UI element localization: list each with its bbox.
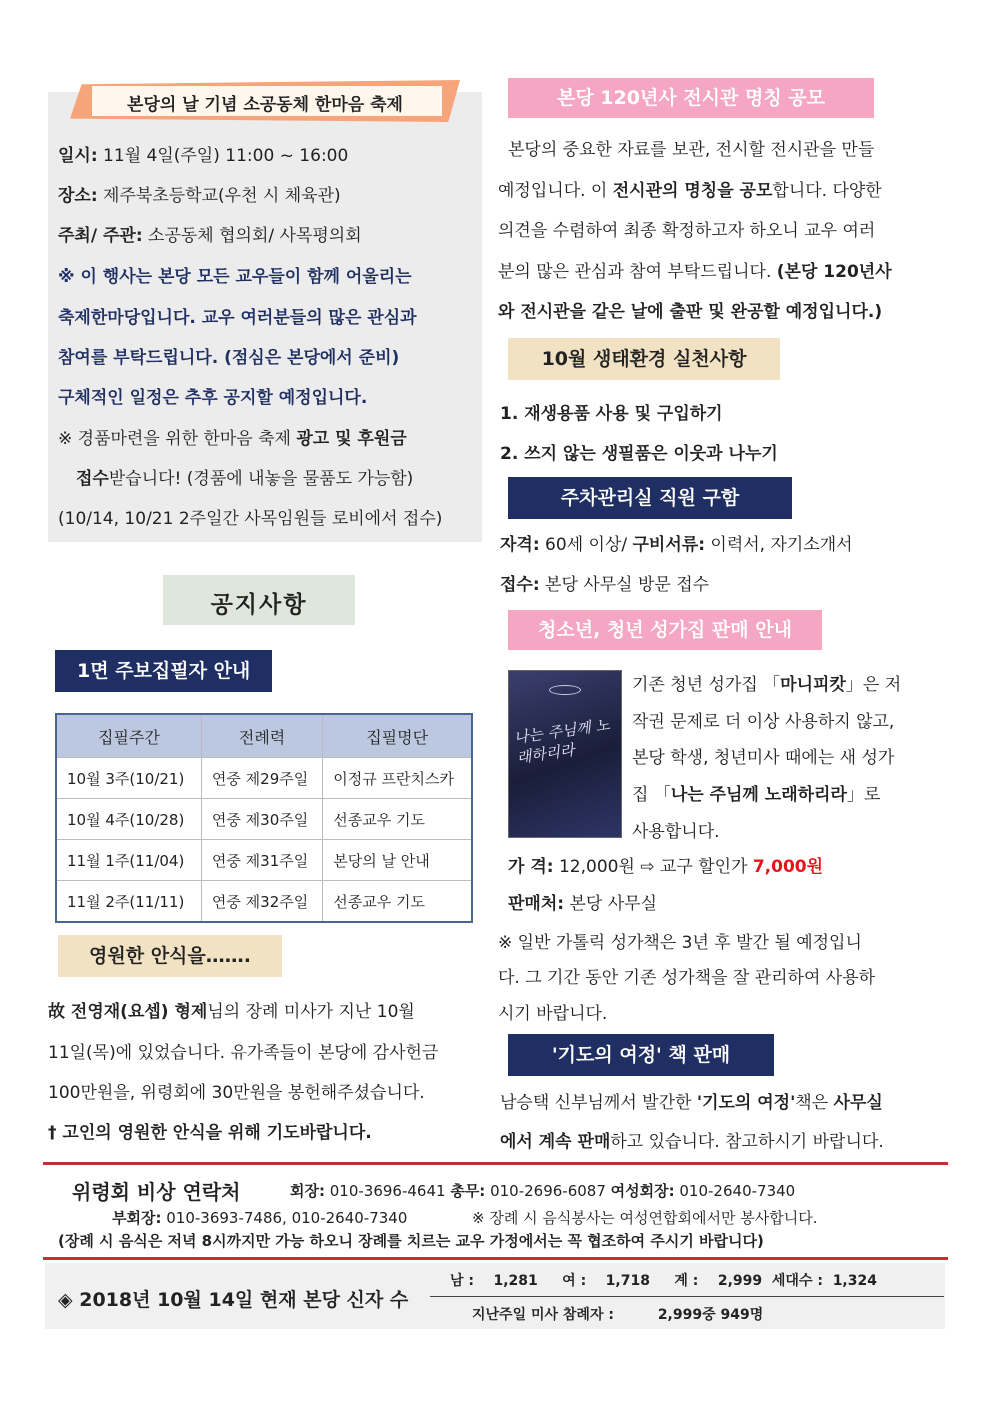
festival-ad-note2: 접수받습니다! (경품에 내놓을 물품도 가능함) <box>76 469 414 489</box>
repose-line2: 11일(목)에 있었습니다. 유가족들이 본당에 감사헌금 <box>48 1043 439 1063</box>
hymn-note-line1: ※ 일반 가톨릭 성가책은 3년 후 발간 될 예정입니 <box>498 933 862 953</box>
hymn-line1: 기존 청년 성가집 「마니피캇」은 저 <box>632 675 902 695</box>
hymn-line3: 본당 학생, 청년미사 때에는 새 성가 <box>632 748 895 768</box>
table-cell: 연중 제31주일 <box>201 840 322 881</box>
festival-note-line3: 참여를 부탁드립니다. (점심은 본당에서 준비) <box>58 348 400 368</box>
eco-item2: 2. 쓰지 않는 생필품은 이웃과 나누기 <box>500 444 778 464</box>
festival-ad-period: (10/14, 10/21 2주일간 사목임원들 로비에서 접수) <box>58 509 443 529</box>
table-cell: 연중 제32주일 <box>201 881 322 923</box>
museum-line2: 예정입니다. 이 전시관의 명칭을 공모합니다. 다양한 <box>498 181 882 201</box>
hymn-sale-price: 7,000원 <box>752 857 824 877</box>
table-cell: 선종교우 기도 <box>323 881 472 923</box>
hymn-note-line2: 다. 그 기간 동안 기존 성가책을 잘 관리하여 사용하 <box>498 968 876 988</box>
hymn-tag: 청소년, 청년 성가집 판매 안내 <box>508 610 822 650</box>
table-cell: 연중 제30주일 <box>201 799 322 840</box>
festival-note-line4: 구체적인 일정은 추후 공지할 예정입니다. <box>58 388 368 408</box>
table-header: 전례력 <box>201 714 322 758</box>
footer-rule-top <box>43 1162 948 1165</box>
contact-title: 위령회 비상 연락처 <box>72 1180 241 1204</box>
museum-line4: 분의 많은 관심과 참여 부탁드립니다. (본당 120년사 <box>498 262 892 282</box>
parking-tag: 주차관리실 직원 구함 <box>508 477 792 519</box>
eco-item1: 1. 재생용품 사용 및 구입하기 <box>500 404 723 424</box>
contact-note: (장례 시 음식은 저녁 8시까지만 가능 하오니 장례를 치르는 교우 가정에서는 꼭 협조하여 주시기 바랍니다) <box>58 1232 764 1250</box>
eco-tag: 10월 생태환경 실천사항 <box>508 338 780 380</box>
festival-date: 일시: 11월 4일(주일) 11:00 ~ 16:00 <box>58 146 349 166</box>
table-cell: 10월 4주(10/28) <box>56 799 201 840</box>
table-row <box>56 840 472 881</box>
hymn-note-line3: 시기 바랍니다. <box>498 1004 608 1024</box>
prayerbook-line1: 남승택 신부님께서 발간한 '기도의 여정'책은 사무실 <box>500 1093 883 1113</box>
table-header: 집필명단 <box>323 714 472 758</box>
hymn-line4: 집 「나는 주님께 노래하리라」로 <box>632 785 881 805</box>
parking-qual: 자격: 60세 이상/ 구비서류: 이력서, 자기소개서 <box>500 535 853 555</box>
table-row <box>56 799 472 840</box>
contact-vice-note: ※ 장례 시 음식봉사는 여성연합회에서만 봉사합니다. <box>472 1209 818 1227</box>
table-cell: 이정규 프란치스카 <box>323 758 472 799</box>
writer-table <box>55 713 473 923</box>
festival-ad-note: ※ 경품마련을 위한 한마음 축제 광고 및 후원금 <box>58 429 407 449</box>
hymn-line5: 사용합니다. <box>632 822 720 842</box>
stats-attendance: 지난주일 미사 참례자 : 2,999중 949명 <box>472 1307 764 1323</box>
table-cell: 11월 1주(11/04) <box>56 840 201 881</box>
table-cell: 10월 3주(10/21) <box>56 758 201 799</box>
museum-line5: 와 전시관을 같은 날에 출판 및 완공할 예정입니다.) <box>498 302 883 322</box>
repose-prayer: † 고인의 영원한 안식을 위해 기도바랍니다. <box>48 1123 372 1143</box>
festival-title-banner <box>60 76 470 126</box>
museum-line3: 의견을 수렴하여 최종 확정하고자 하오니 교우 여러 <box>498 221 876 241</box>
hymnbook-cover-image <box>508 670 622 838</box>
contact-officers: 회장: 010-3696-4641 총무: 010-2696-6087 여성회장: 010-2640-7340 <box>290 1182 796 1200</box>
prayerbook-line2: 에서 계속 판매하고 있습니다. 참고하시기 바랍니다. <box>500 1132 884 1152</box>
table-row <box>56 881 472 923</box>
festival-place: 장소: 제주북초등학교(우천 시 체육관) <box>58 186 341 206</box>
parking-recv: 접수: 본당 사무실 방문 접수 <box>500 575 710 595</box>
writer-tag: 1면 주보집필자 안내 <box>55 650 272 692</box>
stats-title: ◈ 2018년 10월 14일 현재 본당 신자 수 <box>58 1289 409 1311</box>
festival-host: 주최/ 주관: 소공동체 협의회/ 사목평의회 <box>58 226 362 246</box>
hymn-line2: 작권 문제로 더 이상 사용하지 않고, <box>632 712 895 732</box>
festival-note-line2: 축제한마당입니다. 교우 여러분들의 많은 관심과 <box>58 308 417 328</box>
table-cell: 11월 2주(11/11) <box>56 881 201 923</box>
table-row <box>56 758 472 799</box>
repose-tag: 영원한 안식을……. <box>58 935 282 977</box>
notice-heading: 공지사항 <box>210 592 308 618</box>
hymn-price: 가 격: 12,000원 ⇨ 교구 할인가 7,000원 <box>508 857 824 877</box>
table-cell: 연중 제29주일 <box>201 758 322 799</box>
museum-tag: 본당 120년사 전시관 명칭 공모 <box>508 78 874 118</box>
festival-note-line1: ※ 이 행사는 본당 모든 교우들이 함께 어울리는 <box>58 267 412 287</box>
table-cell: 본당의 날 안내 <box>323 840 472 881</box>
table-cell: 선종교우 기도 <box>323 799 472 840</box>
stats-counts: 남 : 1,281 여 : 1,718 계 : 2,999 세대수 : 1,324 <box>450 1273 877 1289</box>
prayerbook-tag: '기도의 여정' 책 판매 <box>508 1034 774 1076</box>
festival-title: 본당의 날 기념 소공동체 한마음 축제 <box>127 95 403 115</box>
hymnbook-cover-title: 나는 주님께 노래하리라 <box>512 715 611 767</box>
contact-vice: 부회장: 010-3693-7486, 010-2640-7340 <box>112 1209 408 1227</box>
stats-divider <box>430 1296 944 1297</box>
hymn-seller: 판매처: 본당 사무실 <box>508 894 657 914</box>
museum-line1: 본당의 중요한 자료를 보관, 전시할 전시관을 만들 <box>508 140 875 160</box>
footer-rule-bottom <box>43 1257 948 1260</box>
table-header: 집필주간 <box>56 714 201 758</box>
repose-line1: 故 전영재(요셉) 형제님의 장례 미사가 지난 10월 <box>48 1002 415 1022</box>
repose-line3: 100만원을, 위령회에 30만원을 봉헌해주셨습니다. <box>48 1083 425 1103</box>
